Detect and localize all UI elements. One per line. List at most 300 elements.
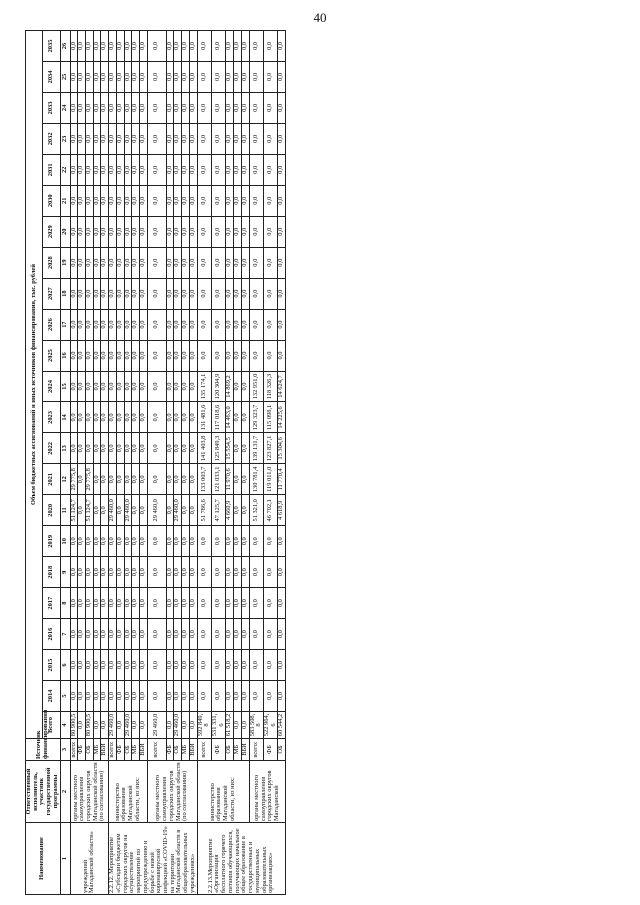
year-value: 0,0: [264, 557, 278, 588]
year-value: 0,0: [249, 61, 263, 92]
year-value: 0,0: [93, 371, 101, 402]
year-value: 0,0: [249, 340, 263, 371]
year-value: 131 481,6: [197, 402, 211, 433]
year-value: 0,0: [166, 92, 174, 123]
year-value: 0,0: [234, 433, 242, 464]
year-value: 0,0: [147, 309, 166, 340]
executor-name: органы местного самоуправления городских округов Магаданской области (по согласованию): [70, 761, 109, 823]
year-value: 0,0: [86, 402, 94, 433]
year-value: 0,0: [93, 526, 101, 557]
year-value: 0,0: [78, 61, 86, 92]
year-value: 0,0: [101, 495, 109, 526]
year-value: 0,0: [101, 92, 109, 123]
year-value: 0,0: [124, 123, 132, 154]
funding-source: ФБ: [264, 739, 278, 761]
year-value: 0,0: [93, 154, 101, 185]
year-value: 0,0: [93, 247, 101, 278]
year-value: 0,0: [166, 402, 174, 433]
year-value: 119 011,0: [264, 464, 278, 495]
year-value: 0,0: [166, 495, 174, 526]
year-value: 120 304,9: [211, 371, 225, 402]
column-number: 10: [60, 526, 70, 557]
year-value: 0,0: [78, 154, 86, 185]
year-value: 0,0: [132, 557, 140, 588]
year-value: 0,0: [93, 92, 101, 123]
year-value: 0,0: [109, 309, 117, 340]
total-value: 80 900,5: [70, 712, 78, 739]
year-value: 0,0: [140, 31, 148, 62]
year-value: 0,0: [189, 340, 197, 371]
year-value: 0,0: [189, 61, 197, 92]
year-value: 47 125,7: [211, 495, 225, 526]
year-value: 0,0: [226, 154, 234, 185]
year-value: 0,0: [78, 123, 86, 154]
year-value: 0,0: [278, 185, 286, 216]
year-value: 0,0: [109, 61, 117, 92]
year-value: 0,0: [147, 31, 166, 62]
year-value: 0,0: [278, 557, 286, 588]
year-value: 0,0: [132, 681, 140, 712]
year-value: 0,0: [174, 61, 182, 92]
year-value: 0,0: [182, 557, 190, 588]
header-year: 2032: [43, 123, 60, 154]
year-value: 0,0: [241, 247, 249, 278]
year-value: 0,0: [182, 247, 190, 278]
year-value: 0,0: [211, 650, 225, 681]
year-value: 0,0: [189, 433, 197, 464]
year-value: 0,0: [78, 433, 86, 464]
year-value: 0,0: [140, 185, 148, 216]
year-value: 0,0: [241, 185, 249, 216]
year-value: 0,0: [264, 309, 278, 340]
year-value: 0,0: [234, 247, 242, 278]
header-year: 2033: [43, 92, 60, 123]
total-value: 0,0: [166, 712, 174, 739]
funding-source: всего:: [147, 739, 166, 761]
year-value: 51 786,6: [197, 495, 211, 526]
year-value: 0,0: [241, 92, 249, 123]
year-value: 0,0: [174, 402, 182, 433]
year-value: 0,0: [211, 526, 225, 557]
header-year: 2035: [43, 31, 60, 62]
year-value: 0,0: [249, 619, 263, 650]
year-value: 0,0: [174, 278, 182, 309]
year-value: 14 624,7: [278, 371, 286, 402]
year-value: 0,0: [101, 681, 109, 712]
year-value: 0,0: [234, 619, 242, 650]
year-value: 0,0: [93, 340, 101, 371]
year-value: 51 124,7: [70, 495, 78, 526]
year-value: 0,0: [249, 278, 263, 309]
year-value: 0,0: [101, 185, 109, 216]
year-value: 0,0: [147, 278, 166, 309]
year-value: 0,0: [86, 557, 94, 588]
year-value: 0,0: [197, 619, 211, 650]
year-value: 0,0: [166, 309, 174, 340]
year-value: 0,0: [86, 123, 94, 154]
year-value: 0,0: [264, 681, 278, 712]
year-value: 0,0: [132, 495, 140, 526]
total-value: 29 460,0: [124, 712, 132, 739]
year-value: 0,0: [182, 123, 190, 154]
year-value: 51 321,0: [249, 495, 263, 526]
column-number: 3: [60, 739, 70, 761]
year-value: 14 225,6: [278, 402, 286, 433]
year-value: 0,0: [211, 340, 225, 371]
year-value: 0,0: [278, 216, 286, 247]
funding-source: ОБ: [226, 739, 234, 761]
header-year: 2034: [43, 61, 60, 92]
year-value: 0,0: [182, 92, 190, 123]
year-value: 0,0: [70, 31, 78, 62]
total-value: 583 508,8: [249, 712, 263, 739]
year-value: 0,0: [264, 278, 278, 309]
year-value: 0,0: [101, 650, 109, 681]
year-value: 0,0: [211, 557, 225, 588]
year-value: 0,0: [101, 31, 109, 62]
year-value: 0,0: [182, 433, 190, 464]
year-value: 0,0: [166, 619, 174, 650]
year-value: 0,0: [211, 123, 225, 154]
year-value: 0,0: [174, 557, 182, 588]
year-value: 0,0: [70, 185, 78, 216]
year-value: 0,0: [124, 340, 132, 371]
year-value: 0,0: [174, 123, 182, 154]
year-value: 0,0: [234, 31, 242, 62]
year-value: 0,0: [182, 402, 190, 433]
year-value: 0,0: [189, 154, 197, 185]
year-value: 0,0: [197, 31, 211, 62]
year-value: 0,0: [78, 681, 86, 712]
total-value: 0,0: [189, 712, 197, 739]
year-value: 0,0: [278, 247, 286, 278]
funding-source: ОБ: [278, 739, 286, 761]
year-value: 0,0: [166, 185, 174, 216]
year-value: 0,0: [86, 681, 94, 712]
executor-name: министерство образования Магаданской области, из них:: [109, 761, 148, 823]
year-value: 0,0: [226, 278, 234, 309]
year-value: 0,0: [197, 185, 211, 216]
year-value: 0,0: [70, 123, 78, 154]
year-value: 0,0: [109, 402, 117, 433]
year-value: 125 849,3: [211, 433, 225, 464]
year-value: 0,0: [132, 31, 140, 62]
year-value: 0,0: [234, 371, 242, 402]
year-value: 0,0: [182, 619, 190, 650]
year-value: 0,0: [124, 31, 132, 62]
year-value: 123 827,1: [264, 433, 278, 464]
year-value: 0,0: [132, 216, 140, 247]
year-value: 0,0: [278, 526, 286, 557]
year-value: 0,0: [249, 185, 263, 216]
column-number: 12: [60, 464, 70, 495]
year-value: 0,0: [70, 557, 78, 588]
year-value: 0,0: [147, 433, 166, 464]
year-value: 0,0: [116, 526, 124, 557]
year-value: 0,0: [197, 650, 211, 681]
year-value: 0,0: [116, 309, 124, 340]
year-value: 0,0: [166, 278, 174, 309]
year-value: 0,0: [124, 92, 132, 123]
header-year: 2018: [43, 557, 60, 588]
year-value: 0,0: [147, 154, 166, 185]
year-value: 0,0: [264, 650, 278, 681]
year-value: 29 460,0: [109, 495, 117, 526]
year-value: 0,0: [197, 92, 211, 123]
year-value: 0,0: [174, 371, 182, 402]
year-value: 0,0: [182, 278, 190, 309]
year-value: 0,0: [124, 433, 132, 464]
year-value: 0,0: [166, 216, 174, 247]
year-value: 0,0: [116, 340, 124, 371]
year-value: 0,0: [182, 526, 190, 557]
year-value: 0,0: [234, 309, 242, 340]
year-value: 0,0: [140, 123, 148, 154]
year-value: 29 460,0: [147, 495, 166, 526]
year-value: 0,0: [249, 154, 263, 185]
year-value: 0,0: [226, 61, 234, 92]
year-value: 0,0: [234, 123, 242, 154]
year-value: 0,0: [93, 588, 101, 619]
year-value: 0,0: [147, 619, 166, 650]
year-value: 0,0: [109, 185, 117, 216]
year-value: 0,0: [211, 216, 225, 247]
year-value: 0,0: [132, 340, 140, 371]
year-value: 0,0: [234, 650, 242, 681]
year-value: 0,0: [116, 557, 124, 588]
header-total: Всего: [43, 712, 60, 739]
year-value: 0,0: [86, 278, 94, 309]
year-value: 0,0: [226, 123, 234, 154]
year-value: 0,0: [109, 650, 117, 681]
year-value: 0,0: [101, 61, 109, 92]
year-value: 0,0: [70, 216, 78, 247]
header-year: 2019: [43, 526, 60, 557]
year-value: 0,0: [132, 61, 140, 92]
header-year: 2030: [43, 185, 60, 216]
year-value: 130 781,4: [249, 464, 263, 495]
year-value: 0,0: [166, 123, 174, 154]
year-value: 0,0: [132, 154, 140, 185]
year-value: 0,0: [86, 185, 94, 216]
year-value: 0,0: [249, 123, 263, 154]
year-value: 0,0: [78, 526, 86, 557]
header-year: 2028: [43, 247, 60, 278]
year-value: 0,0: [147, 371, 166, 402]
year-value: 0,0: [182, 154, 190, 185]
year-value: 0,0: [116, 31, 124, 62]
year-value: 0,0: [93, 61, 101, 92]
year-value: 0,0: [70, 433, 78, 464]
header-year: 2026: [43, 309, 60, 340]
year-value: 0,0: [147, 681, 166, 712]
rotated-content: [25, 30, 625, 895]
year-value: 0,0: [70, 247, 78, 278]
year-value: 0,0: [174, 31, 182, 62]
year-value: 0,0: [101, 464, 109, 495]
year-value: 0,0: [166, 371, 174, 402]
year-value: 0,0: [234, 61, 242, 92]
year-value: 0,0: [166, 154, 174, 185]
year-value: 0,0: [234, 92, 242, 123]
year-value: 0,0: [116, 92, 124, 123]
year-value: 0,0: [101, 619, 109, 650]
year-value: 0,0: [116, 123, 124, 154]
year-value: 0,0: [101, 154, 109, 185]
column-number: 6: [60, 650, 70, 681]
year-value: 0,0: [234, 681, 242, 712]
year-value: 0,0: [182, 61, 190, 92]
year-value: 0,0: [166, 681, 174, 712]
funding-source: всего:: [70, 739, 78, 761]
column-number: 7: [60, 619, 70, 650]
year-value: 0,0: [147, 123, 166, 154]
year-value: 0,0: [278, 650, 286, 681]
year-value: 0,0: [70, 340, 78, 371]
year-value: 15 554,5: [226, 433, 234, 464]
year-value: 51 124,7: [86, 495, 94, 526]
year-value: 0,0: [116, 247, 124, 278]
year-value: 0,0: [226, 309, 234, 340]
year-value: 0,0: [116, 61, 124, 92]
year-value: 0,0: [70, 309, 78, 340]
total-value: 0,0: [241, 712, 249, 739]
year-value: 4 660,9: [226, 495, 234, 526]
year-value: 29 775,8: [70, 464, 78, 495]
funding-source: ФБ: [211, 739, 225, 761]
year-value: 0,0: [140, 371, 148, 402]
column-number: 22: [60, 154, 70, 185]
year-value: 0,0: [140, 92, 148, 123]
year-value: 0,0: [101, 402, 109, 433]
table-row: [70, 31, 78, 895]
year-value: 0,0: [86, 31, 94, 62]
column-number: 15: [60, 371, 70, 402]
year-value: 0,0: [189, 526, 197, 557]
year-value: 0,0: [70, 681, 78, 712]
funding-source: ВБИ: [189, 739, 197, 761]
year-value: 0,0: [234, 185, 242, 216]
year-value: 0,0: [140, 557, 148, 588]
year-value: 11 970,6: [226, 464, 234, 495]
year-value: 14 463,0: [226, 402, 234, 433]
funding-source: МБ: [234, 739, 242, 761]
year-value: 0,0: [189, 495, 197, 526]
year-value: 141 403,8: [197, 433, 211, 464]
year-value: 117 018,6: [211, 402, 225, 433]
year-value: 0,0: [147, 247, 166, 278]
year-value: 0,0: [226, 588, 234, 619]
year-value: 0,0: [78, 402, 86, 433]
year-value: 0,0: [197, 681, 211, 712]
year-value: 0,0: [264, 619, 278, 650]
year-value: 0,0: [132, 92, 140, 123]
header-year: 2023: [43, 402, 60, 433]
year-value: 0,0: [189, 185, 197, 216]
year-value: 0,0: [241, 278, 249, 309]
year-value: 0,0: [70, 371, 78, 402]
year-value: 0,0: [78, 247, 86, 278]
header-year: 2016: [43, 619, 60, 650]
year-value: 0,0: [166, 433, 174, 464]
year-value: 0,0: [140, 588, 148, 619]
year-value: 0,0: [70, 588, 78, 619]
total-value: 522 964,6: [264, 712, 278, 739]
year-value: 0,0: [264, 588, 278, 619]
year-value: 0,0: [189, 92, 197, 123]
year-value: 0,0: [70, 61, 78, 92]
year-value: 0,0: [197, 216, 211, 247]
table-row: [109, 31, 117, 895]
header-source: Источник финансирования: [26, 739, 61, 761]
year-value: 0,0: [189, 278, 197, 309]
funding-source: всего:: [109, 739, 117, 761]
year-value: 0,0: [93, 557, 101, 588]
total-value: 0,0: [116, 712, 124, 739]
year-value: 0,0: [116, 371, 124, 402]
year-value: 0,0: [101, 526, 109, 557]
year-value: 0,0: [249, 216, 263, 247]
funding-source: всего:: [249, 739, 263, 761]
year-value: 0,0: [116, 216, 124, 247]
year-value: 0,0: [166, 31, 174, 62]
year-value: 0,0: [174, 154, 182, 185]
year-value: 0,0: [124, 402, 132, 433]
header-year: 2020: [43, 495, 60, 526]
year-value: 0,0: [182, 31, 190, 62]
year-value: 0,0: [109, 154, 117, 185]
funding-source: ФБ: [116, 739, 124, 761]
year-value: 0,0: [211, 31, 225, 62]
year-value: 0,0: [86, 650, 94, 681]
funding-source: ВБИ: [101, 739, 109, 761]
year-value: 0,0: [278, 123, 286, 154]
year-value: 0,0: [234, 557, 242, 588]
funding-source: ОБ: [174, 739, 182, 761]
year-value: 0,0: [189, 216, 197, 247]
year-value: 0,0: [109, 557, 117, 588]
year-value: 0,0: [101, 588, 109, 619]
year-value: 0,0: [124, 588, 132, 619]
year-value: 0,0: [109, 278, 117, 309]
year-value: 0,0: [78, 495, 86, 526]
year-value: 0,0: [278, 61, 286, 92]
year-value: 0,0: [124, 309, 132, 340]
year-value: 0,0: [124, 154, 132, 185]
year-value: 0,0: [241, 371, 249, 402]
total-value: 60 544,2: [278, 712, 286, 739]
year-value: 0,0: [174, 526, 182, 557]
year-value: 0,0: [109, 433, 117, 464]
year-value: 0,0: [116, 433, 124, 464]
year-value: 0,0: [182, 650, 190, 681]
year-value: 115 098,1: [264, 402, 278, 433]
year-value: 0,0: [211, 619, 225, 650]
year-value: 0,0: [86, 309, 94, 340]
total-value: 531 331,6: [211, 712, 225, 739]
year-value: 0,0: [109, 123, 117, 154]
year-value: 0,0: [147, 588, 166, 619]
column-number: 9: [60, 557, 70, 588]
year-value: 0,0: [132, 402, 140, 433]
year-value: 0,0: [124, 247, 132, 278]
year-value: 0,0: [78, 92, 86, 123]
year-value: 0,0: [241, 433, 249, 464]
year-value: 0,0: [132, 433, 140, 464]
year-value: 0,0: [249, 681, 263, 712]
year-value: 0,0: [166, 340, 174, 371]
year-value: 0,0: [109, 588, 117, 619]
